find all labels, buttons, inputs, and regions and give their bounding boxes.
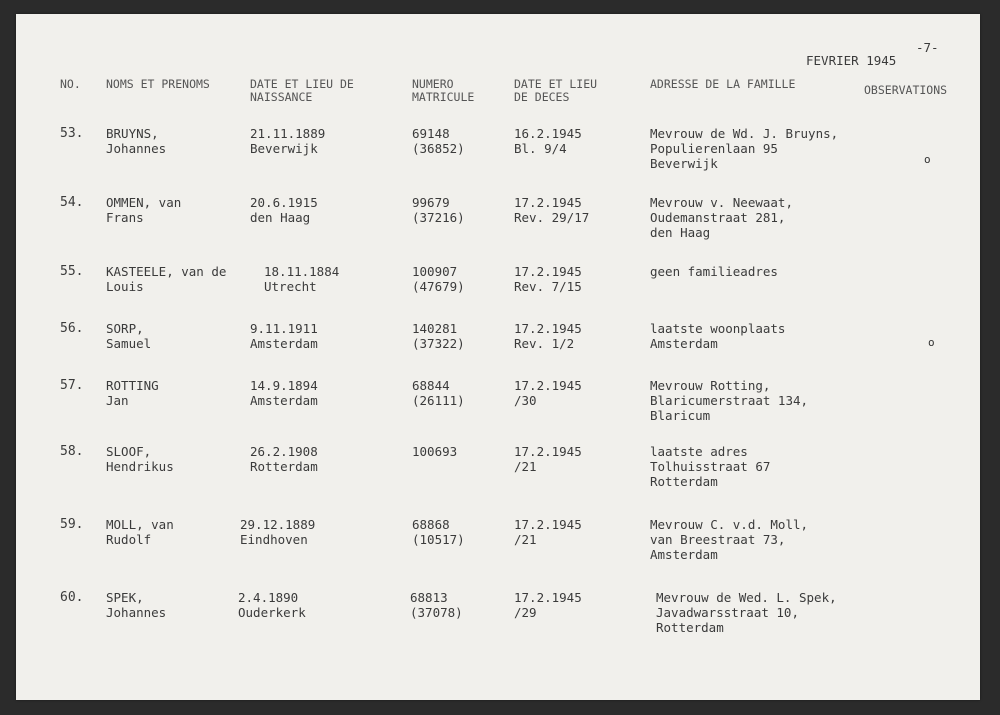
row-matricule: 69148 (36852) — [412, 126, 465, 156]
row-no: 54. — [60, 195, 84, 210]
header-names: NOMS ET PRENOMS — [106, 77, 210, 91]
header-address: ADRESSE DE LA FAMILLE — [650, 77, 796, 91]
row-name: SLOOF, Hendrikus — [106, 444, 174, 474]
row-matricule: 100907 (47679) — [412, 264, 465, 294]
row-death: 17.2.1945 /21 — [514, 444, 582, 474]
row-birth: 26.2.1908 Rotterdam — [250, 444, 318, 474]
row-address: Mevrouw v. Neewaat, Oudemanstraat 281, den Haag — [650, 195, 793, 240]
row-matricule: 68868 (10517) — [412, 517, 465, 547]
row-observation: o — [928, 336, 935, 349]
row-no: 53. — [60, 126, 84, 141]
row-birth: 21.11.1889 Beverwijk — [250, 126, 326, 156]
header-matricule: NUMERO MATRICULE — [412, 77, 475, 104]
row-death: 17.2.1945 Rev. 29/17 — [514, 195, 590, 225]
row-name: OMMEN, van Frans — [106, 195, 182, 225]
row-address: Mevrouw de Wd. J. Bruyns, Populierenlaan 95 Beverwijk — [650, 126, 839, 171]
row-name: SPEK, Johannes — [106, 590, 167, 620]
row-matricule: 68844 (26111) — [412, 378, 465, 408]
header-no: NO. — [60, 77, 81, 91]
row-name: ROTTING Jan — [106, 378, 159, 408]
row-observation: o — [924, 153, 931, 166]
header-birth: DATE ET LIEU DE NAISSANCE — [250, 77, 354, 104]
row-death: 17.2.1945 Rev. 1/2 — [514, 321, 582, 351]
row-address: Mevrouw de Wed. L. Spek, Javadwarsstraat 10, Rotterdam — [656, 590, 837, 635]
row-death: 17.2.1945 /30 — [514, 378, 582, 408]
row-no: 58. — [60, 444, 84, 459]
row-name: SORP, Samuel — [106, 321, 152, 351]
row-no: 59. — [60, 517, 84, 532]
row-birth: 20.6.1915 den Haag — [250, 195, 318, 225]
header-observations: OBSERVATIONS — [864, 83, 948, 97]
row-birth: 9.11.1911 Amsterdam — [250, 321, 318, 351]
row-name: MOLL, van Rudolf — [106, 517, 174, 547]
row-no: 60. — [60, 590, 84, 605]
row-birth: 29.12.1889 Eindhoven — [240, 517, 316, 547]
row-matricule: 99679 (37216) — [412, 195, 465, 225]
month-year: FEVRIER 1945 — [806, 53, 897, 68]
document-sheet — [16, 14, 980, 700]
row-birth: 14.9.1894 Amsterdam — [250, 378, 318, 408]
row-matricule: 68813 (37078) — [410, 590, 463, 620]
header-death: DATE ET LIEU DE DECES — [514, 77, 598, 104]
row-matricule: 100693 — [412, 444, 458, 459]
row-address: Mevrouw C. v.d. Moll, van Breestraat 73, Amsterdam — [650, 517, 809, 562]
row-name: KASTEELE, van de Louis — [106, 264, 227, 294]
row-birth: 2.4.1890 Ouderkerk — [238, 590, 306, 620]
row-no: 55. — [60, 264, 84, 279]
row-death: 16.2.1945 Bl. 9/4 — [514, 126, 582, 156]
row-death: 17.2.1945 /21 — [514, 517, 582, 547]
row-no: 56. — [60, 321, 84, 336]
row-address: Mevrouw Rotting, Blaricumerstraat 134, Blaricum — [650, 378, 809, 423]
row-name: BRUYNS, Johannes — [106, 126, 167, 156]
row-matricule: 140281 (37322) — [412, 321, 465, 351]
row-address: geen familieadres — [650, 264, 778, 279]
row-no: 57. — [60, 378, 84, 393]
row-birth: 18.11.1884 Utrecht — [264, 264, 340, 294]
page-number: -7- — [916, 40, 939, 55]
row-address: laatste adres Tolhuisstraat 67 Rotterdam — [650, 444, 771, 489]
row-death: 17.2.1945 Rev. 7/15 — [514, 264, 582, 294]
row-death: 17.2.1945 /29 — [514, 590, 582, 620]
row-address: laatste woonplaats Amsterdam — [650, 321, 786, 351]
